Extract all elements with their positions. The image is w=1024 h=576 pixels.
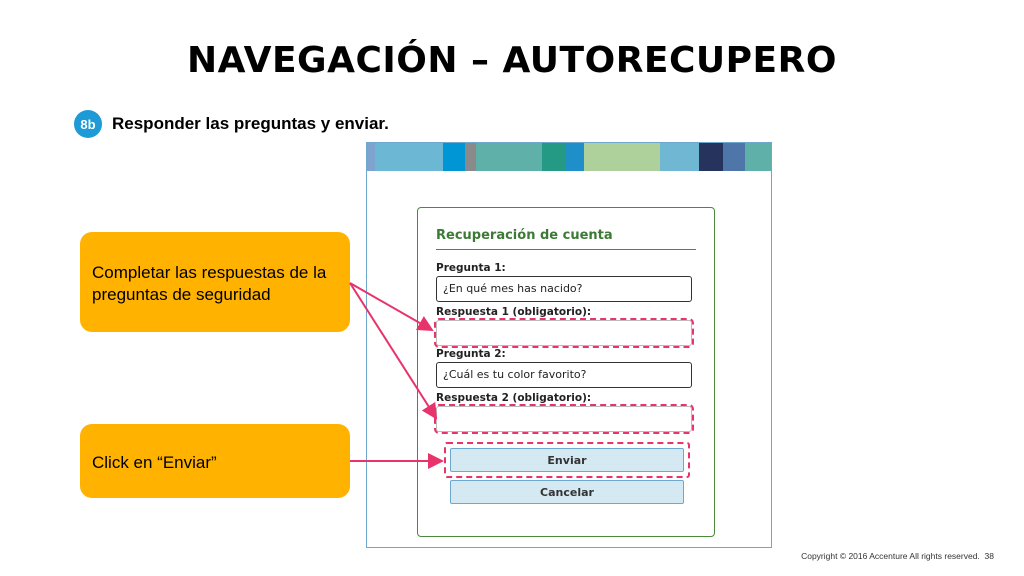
screenshot-frame	[366, 142, 772, 548]
answer2-label: Respuesta 2 (obligatorio):	[436, 392, 592, 404]
color-band-segment	[465, 143, 477, 171]
answer2-input[interactable]	[436, 406, 692, 432]
question1-field: ¿En qué mes has nacido?	[436, 276, 692, 302]
copyright-footer	[801, 551, 994, 561]
callout-submit: Click en “Enviar”	[80, 424, 350, 498]
color-band-segment	[375, 143, 443, 171]
cancel-button[interactable]: Cancelar	[450, 480, 684, 504]
header-color-band	[367, 143, 771, 171]
color-band-segment	[476, 143, 542, 171]
color-band-segment	[699, 143, 723, 171]
question2-label: Pregunta 2:	[436, 348, 506, 360]
color-band-segment	[443, 143, 465, 171]
color-band-segment	[566, 143, 584, 171]
form-title: Recuperación de cuenta	[436, 228, 613, 243]
question1-label: Pregunta 1:	[436, 262, 506, 274]
account-recovery-form	[417, 207, 715, 537]
color-band-segment	[745, 143, 771, 171]
answer1-input[interactable]	[436, 320, 692, 346]
submit-button[interactable]: Enviar	[450, 448, 684, 472]
step-instruction: Responder las preguntas y enviar.	[112, 114, 389, 133]
answer1-label: Respuesta 1 (obligatorio):	[436, 306, 592, 318]
copyright-text: Copyright © 2016 Accenture All rights reserved.	[801, 551, 980, 561]
question2-field: ¿Cuál es tu color favorito?	[436, 362, 692, 388]
color-band-segment	[542, 143, 566, 171]
callout-answers: Completar las respuestas de la preguntas de seguridad	[80, 232, 350, 332]
form-divider	[436, 249, 696, 250]
color-band-segment	[723, 143, 745, 171]
slide-title: NAVEGACIÓN – AUTORECUPERO	[187, 40, 837, 81]
color-band-segment	[660, 143, 700, 171]
color-band-segment	[584, 143, 660, 171]
page-number: 38	[984, 551, 994, 561]
color-band-segment	[367, 143, 375, 171]
step-badge: 8b	[74, 110, 102, 138]
